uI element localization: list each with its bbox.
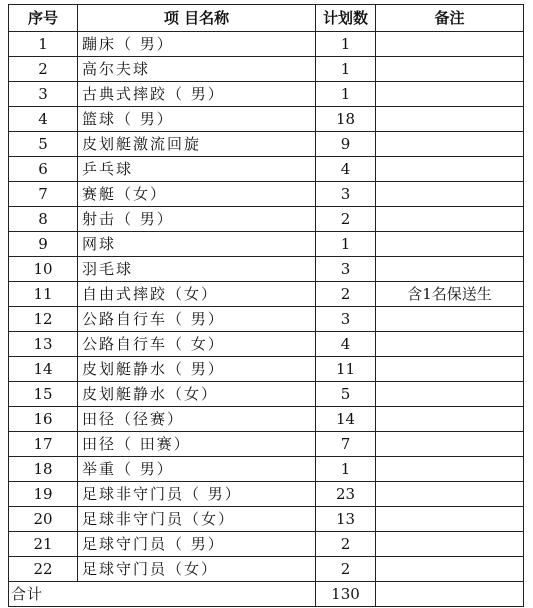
- row-note: [376, 407, 524, 432]
- row-plan: 1: [316, 457, 376, 482]
- row-name: 举重（ 男）: [78, 457, 316, 482]
- row-name: 高尔夫球: [78, 57, 316, 82]
- row-note: [376, 457, 524, 482]
- table-row: [9, 482, 524, 507]
- row-seq: 7: [9, 182, 78, 207]
- row-seq: 20: [9, 507, 78, 532]
- row-name: 公路自行车（ 男）: [78, 307, 316, 332]
- row-note: [376, 307, 524, 332]
- row-plan: 11: [316, 357, 376, 382]
- total-label: 合计: [9, 582, 316, 607]
- row-name: 射击（ 男）: [78, 207, 316, 232]
- row-name: 古典式摔跤（ 男）: [78, 82, 316, 107]
- row-seq: 15: [9, 382, 78, 407]
- row-plan: 3: [316, 307, 376, 332]
- table-row: [9, 132, 524, 157]
- row-note: [376, 557, 524, 582]
- table-row: [9, 557, 524, 582]
- row-seq: 18: [9, 457, 78, 482]
- header-plan: 计划数: [316, 5, 376, 32]
- row-seq: 5: [9, 132, 78, 157]
- row-plan: 18: [316, 107, 376, 132]
- row-plan: 23: [316, 482, 376, 507]
- table-row: [9, 432, 524, 457]
- row-plan: 4: [316, 157, 376, 182]
- row-name: 网球: [78, 232, 316, 257]
- table-row: [9, 357, 524, 382]
- row-plan: 2: [316, 207, 376, 232]
- row-note: [376, 82, 524, 107]
- row-plan: 1: [316, 32, 376, 57]
- table-row: [9, 507, 524, 532]
- row-name: 蹦床（ 男）: [78, 32, 316, 57]
- row-note: [376, 232, 524, 257]
- row-plan: 7: [316, 432, 376, 457]
- row-plan: 13: [316, 507, 376, 532]
- table-row: [9, 457, 524, 482]
- row-plan: 3: [316, 182, 376, 207]
- row-note: [376, 357, 524, 382]
- row-name: 篮球（ 男）: [78, 107, 316, 132]
- row-name: 赛艇（女）: [78, 182, 316, 207]
- row-name: 羽毛球: [78, 257, 316, 282]
- row-note: [376, 382, 524, 407]
- row-seq: 9: [9, 232, 78, 257]
- total-note: [376, 582, 524, 607]
- table-row: [9, 332, 524, 357]
- row-name: 田径（ 田赛）: [78, 432, 316, 457]
- table-row: [9, 307, 524, 332]
- table-row: [9, 107, 524, 132]
- row-note: [376, 132, 524, 157]
- row-name: 足球非守门员（ 男）: [78, 482, 316, 507]
- row-seq: 4: [9, 107, 78, 132]
- row-note: [376, 532, 524, 557]
- row-seq: 1: [9, 32, 78, 57]
- row-seq: 6: [9, 157, 78, 182]
- table-row: [9, 532, 524, 557]
- row-name: 皮划艇激流回旋: [78, 132, 316, 157]
- header-seq: 序号: [9, 5, 78, 32]
- row-seq: 8: [9, 207, 78, 232]
- table-row: [9, 207, 524, 232]
- table-row: [9, 382, 524, 407]
- row-note: [376, 432, 524, 457]
- table-row: [9, 32, 524, 57]
- row-seq: 13: [9, 332, 78, 357]
- enrollment-plan-table: [8, 4, 524, 607]
- row-note: [376, 482, 524, 507]
- row-plan: 1: [316, 82, 376, 107]
- table-row: [9, 82, 524, 107]
- row-seq: 21: [9, 532, 78, 557]
- table-row: [9, 407, 524, 432]
- row-plan: 4: [316, 332, 376, 357]
- table-row: [9, 282, 524, 307]
- row-seq: 16: [9, 407, 78, 432]
- row-seq: 2: [9, 57, 78, 82]
- row-note: [376, 57, 524, 82]
- row-name: 皮划艇静水（女）: [78, 382, 316, 407]
- row-plan: 1: [316, 57, 376, 82]
- row-name: 自由式摔跤（女）: [78, 282, 316, 307]
- row-seq: 22: [9, 557, 78, 582]
- row-name: 乒乓球: [78, 157, 316, 182]
- row-plan: 2: [316, 557, 376, 582]
- row-note: 含1名保送生: [376, 282, 524, 307]
- row-name: 足球守门员（ 男）: [78, 532, 316, 557]
- row-seq: 19: [9, 482, 78, 507]
- row-name: 足球非守门员（女）: [78, 507, 316, 532]
- row-name: 皮划艇静水（ 男）: [78, 357, 316, 382]
- total-row: [9, 582, 524, 607]
- header-row: [9, 5, 524, 32]
- row-note: [376, 507, 524, 532]
- row-plan: 5: [316, 382, 376, 407]
- row-note: [376, 257, 524, 282]
- row-seq: 14: [9, 357, 78, 382]
- row-seq: 17: [9, 432, 78, 457]
- table-row: [9, 232, 524, 257]
- table-row: [9, 157, 524, 182]
- table-row: [9, 257, 524, 282]
- row-name: 公路自行车（ 女）: [78, 332, 316, 357]
- table-row: [9, 182, 524, 207]
- row-name: 田径（径赛）: [78, 407, 316, 432]
- row-plan: 9: [316, 132, 376, 157]
- header-note: 备注: [376, 5, 524, 32]
- table-body: [9, 32, 524, 582]
- row-seq: 10: [9, 257, 78, 282]
- row-seq: 11: [9, 282, 78, 307]
- row-note: [376, 332, 524, 357]
- row-seq: 3: [9, 82, 78, 107]
- row-note: [376, 32, 524, 57]
- row-plan: 3: [316, 257, 376, 282]
- header-name: 项 目名称: [78, 5, 316, 32]
- row-plan: 2: [316, 532, 376, 557]
- table-row: [9, 57, 524, 82]
- row-plan: 2: [316, 282, 376, 307]
- row-plan: 14: [316, 407, 376, 432]
- row-note: [376, 157, 524, 182]
- row-note: [376, 182, 524, 207]
- row-seq: 12: [9, 307, 78, 332]
- row-plan: 1: [316, 232, 376, 257]
- total-plan: 130: [316, 582, 376, 607]
- row-note: [376, 107, 524, 132]
- row-name: 足球守门员（女）: [78, 557, 316, 582]
- row-note: [376, 207, 524, 232]
